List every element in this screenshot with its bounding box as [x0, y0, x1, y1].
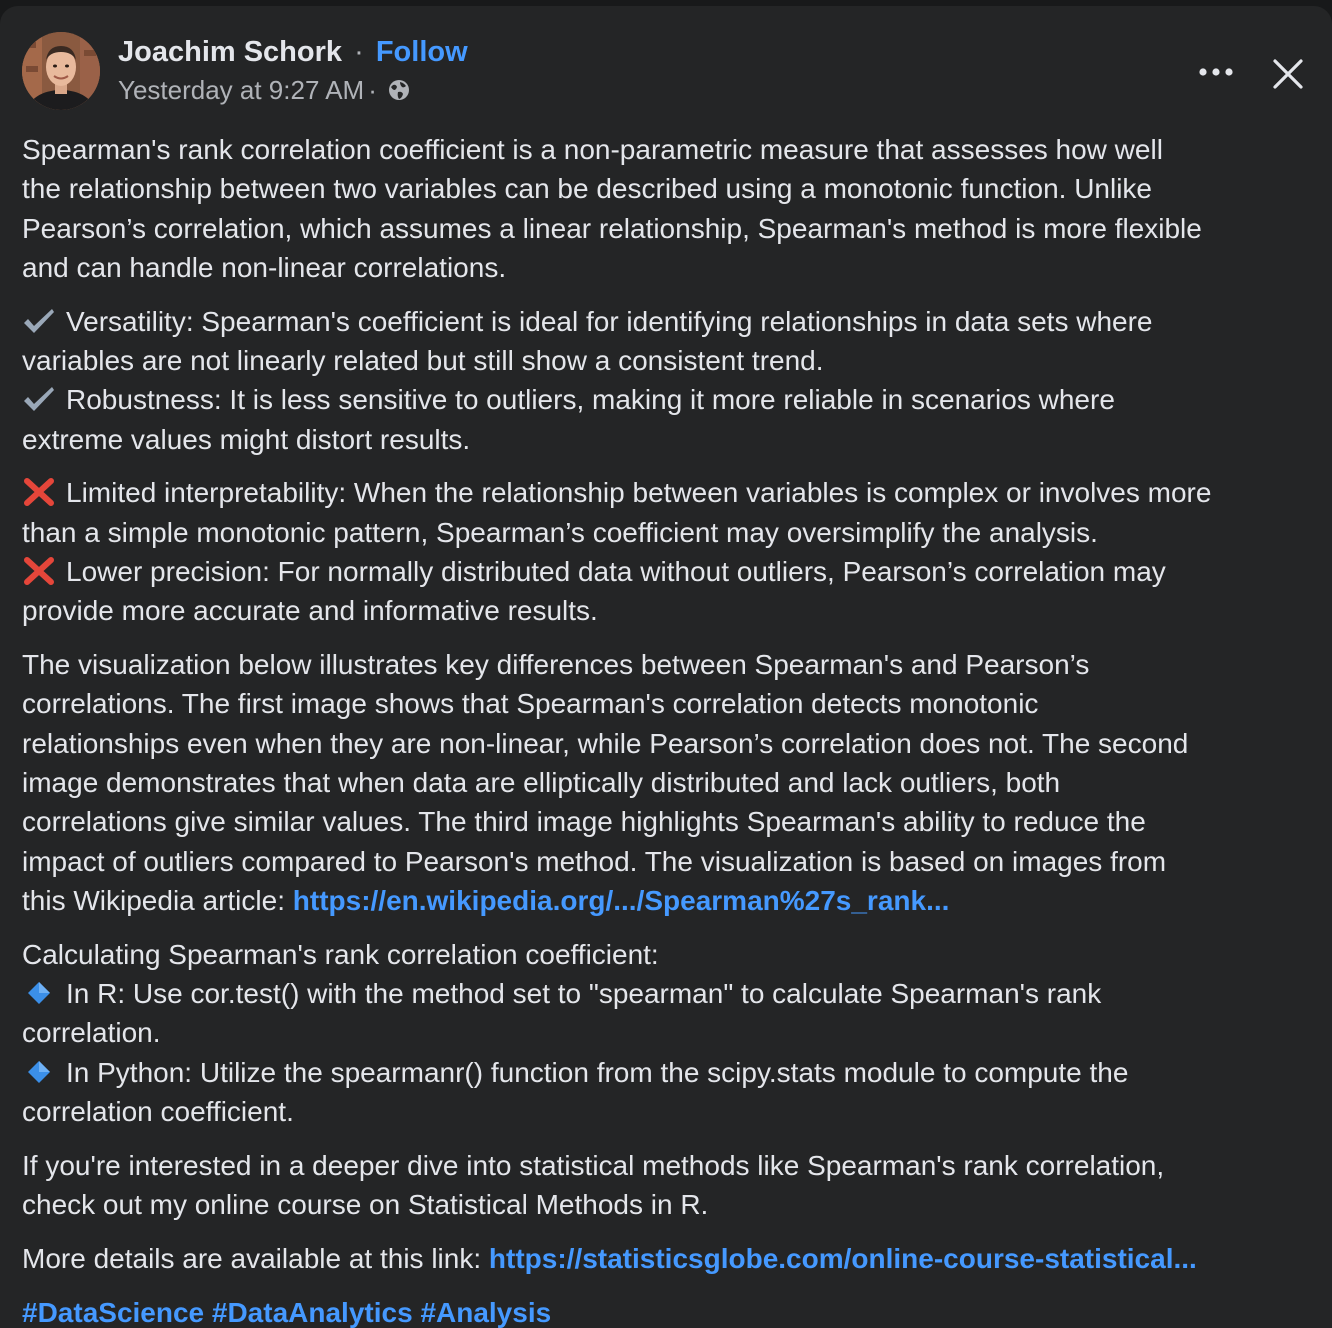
- cons-paragraph: [22, 473, 1332, 630]
- hashtag-analysis[interactable]: #Analysis: [420, 1296, 552, 1328]
- text-line: relationships even when they are non-linear, while Pearson’s correlation does not. The second: [22, 727, 1189, 759]
- con-item-text: Lower precision: For normally distributed data without outliers, Pearson’s correlation may: [66, 555, 1166, 587]
- post-dialog: [0, 6, 1332, 1328]
- post-header: [22, 30, 1310, 110]
- close-icon: [1272, 58, 1304, 90]
- course-paragraph: [22, 1146, 1332, 1225]
- meta-separator: ·: [368, 75, 377, 105]
- text-line-with-link: [22, 881, 1332, 920]
- hashtag-dataanalytics[interactable]: #DataAnalytics: [211, 1296, 413, 1328]
- post-timestamp[interactable]: Yesterday at 9:27 AM: [118, 75, 365, 105]
- hashtags: [22, 1293, 1332, 1328]
- text-line: The visualization below illustrates key differences between Spearman's and Pearson’s: [22, 649, 1090, 681]
- pro-item-versatility: [22, 302, 1332, 341]
- calc-item-text: In R: Use cor.test() with the method set to "spearman" to calculate Spearman's rank: [66, 977, 1102, 1009]
- course-link[interactable]: https://statisticsglobe.com/online-course-statistical...: [488, 1242, 1197, 1274]
- text-line: and can handle non-linear correlations.: [22, 251, 507, 283]
- details-paragraph: [22, 1239, 1332, 1278]
- author-line: [118, 34, 468, 70]
- pro-item-robustness: [22, 380, 1332, 419]
- con-item-interpretability: [22, 473, 1332, 512]
- checkmark-icon: [22, 306, 56, 336]
- text-line: correlation coefficient.: [22, 1095, 294, 1127]
- text-line: provide more accurate and informative results.: [22, 595, 598, 627]
- text-line: image demonstrates that when data are elliptically distributed and lack outliers, both: [22, 766, 1061, 798]
- calculating-paragraph: [22, 935, 1332, 1131]
- text-line: Spearman's rank correlation coefficient is a non-parametric measure that assesses how well: [22, 134, 1163, 165]
- avatar[interactable]: [22, 32, 100, 110]
- follow-button[interactable]: Follow: [375, 36, 468, 68]
- author-separator: ·: [354, 36, 364, 68]
- text-line: impact of outliers compared to Pearson's method. The visualization is based on images from: [22, 845, 1167, 877]
- blue-diamond-icon: [22, 978, 56, 1008]
- post-meta: [118, 73, 468, 107]
- hashtag-datascience[interactable]: #DataScience: [22, 1296, 205, 1328]
- author-block: [118, 34, 468, 107]
- pro-item-text: Robustness: It is less sensitive to outliers, making it more reliable in scenarios where: [66, 384, 1115, 416]
- text-line-with-link: [22, 1239, 1332, 1278]
- pros-paragraph: [22, 302, 1332, 459]
- visualization-paragraph: [22, 645, 1332, 920]
- wikipedia-link[interactable]: https://en.wikipedia.org/.../Spearman%27s_rank...: [292, 884, 950, 916]
- text-line: correlation.: [22, 1017, 161, 1049]
- text-line: Pearson’s correlation, which assumes a linear relationship, Spearman's method is more flexible: [22, 212, 1202, 244]
- text-line: extreme values might distort results.: [22, 423, 471, 455]
- details-prefix: More details are available at this link:: [22, 1242, 489, 1274]
- globe-icon[interactable]: [387, 78, 411, 102]
- blue-diamond-icon: [22, 1057, 56, 1087]
- text-line: than a simple monotonic pattern, Spearman’s coefficient may oversimplify the analysis.: [22, 516, 1098, 548]
- cross-mark-icon: [22, 556, 56, 586]
- text-line: correlations give similar values. The third image highlights Spearman's ability to reduce the: [22, 806, 1146, 838]
- calc-item-text: In Python: Utilize the spearmanr() function from the scipy.stats module to compute the: [66, 1056, 1129, 1088]
- text-line: this Wikipedia article:: [22, 884, 293, 916]
- avatar-image: [22, 32, 100, 110]
- text-line: check out my online course on Statistical Methods in R.: [22, 1188, 709, 1220]
- con-item-precision: [22, 552, 1332, 591]
- close-button[interactable]: [1266, 52, 1310, 96]
- more-options-button[interactable]: [1194, 50, 1238, 94]
- calc-item-python: [22, 1053, 1332, 1092]
- more-horizontal-icon: [1198, 67, 1234, 77]
- author-name[interactable]: Joachim Schork: [118, 36, 343, 68]
- hashtag-line: [22, 1293, 1332, 1328]
- calc-item-r: [22, 974, 1332, 1013]
- intro-paragraph: [22, 130, 1332, 287]
- text-line: If you're interested in a deeper dive into statistical methods like Spearman's rank correlation,: [22, 1149, 1165, 1181]
- text-line: the relationship between two variables can be described using a monotonic function. Unlike: [22, 173, 1153, 205]
- calculating-heading: Calculating Spearman's rank correlation coefficient:: [22, 938, 659, 970]
- cross-mark-icon: [22, 477, 56, 507]
- checkmark-icon: [22, 384, 56, 414]
- con-item-text: Limited interpretability: When the relationship between variables is complex or involves more: [66, 477, 1212, 509]
- post-body: [22, 130, 1332, 1328]
- pro-item-text: Versatility: Spearman's coefficient is ideal for identifying relationships in data sets where: [66, 305, 1153, 337]
- text-line: correlations. The first image shows that Spearman's correlation detects monotonic: [22, 688, 1039, 720]
- text-line: variables are not linearly related but still show a consistent trend.: [22, 344, 824, 376]
